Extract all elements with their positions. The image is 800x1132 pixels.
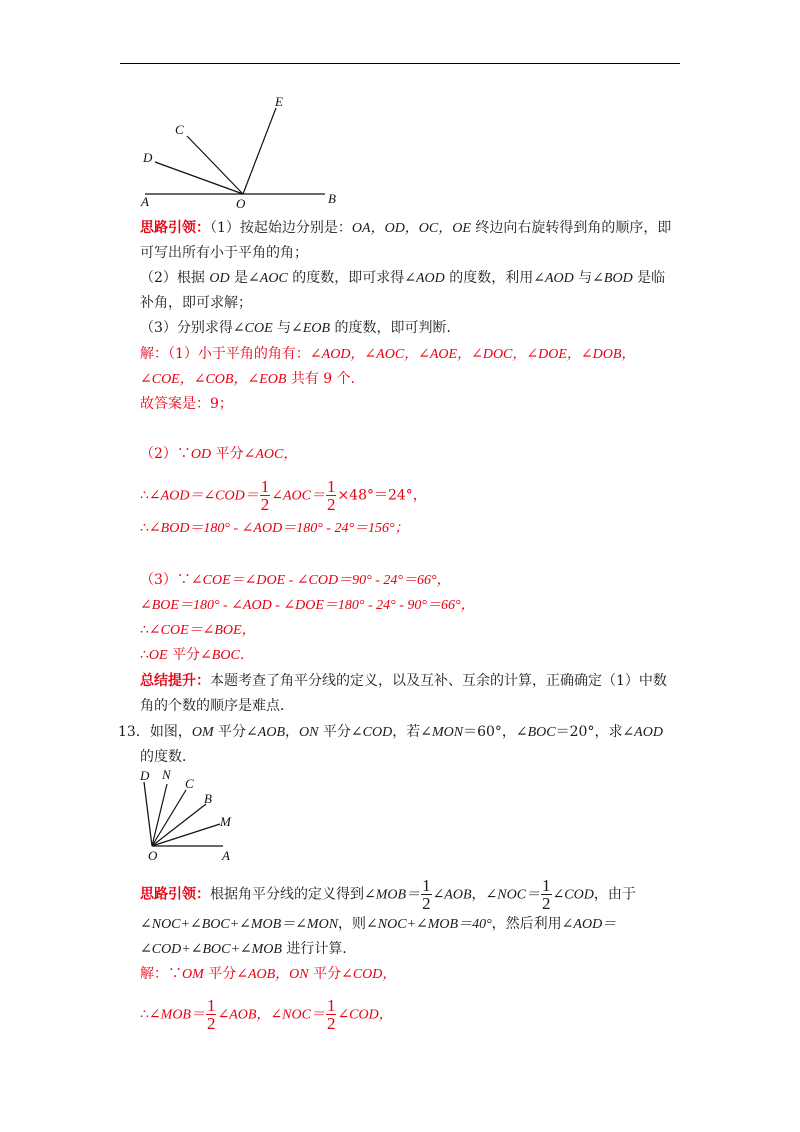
label-d: D xyxy=(143,150,153,165)
ray-oc xyxy=(187,136,243,194)
figure-angles-1 xyxy=(135,90,345,210)
label-o: O xyxy=(148,848,158,863)
solution-line-5: ∴∠AOD＝∠COD＝ $\frac{1}{2}$ ∠AOC＝ $\frac{1}{2}$ ×48°＝24°， xyxy=(140,477,427,514)
summary-line-1: 总结提升：本题考查了角平分线的定义，以及互补、互余的计算，正确确定（1）中数 xyxy=(140,673,667,689)
label-b: B xyxy=(204,791,212,806)
fraction-half: $\frac{1}{2}$ xyxy=(206,996,216,1033)
fraction-half: $\frac{1}{2}$ xyxy=(422,876,431,913)
figure-angles-2 xyxy=(138,768,248,863)
summary-line-2: 角的个数的顺序是难点． xyxy=(140,698,294,714)
label-c: C xyxy=(185,776,194,791)
solution13-line-1: 解：∵OM 平分∠AOB，ON 平分∠COD， xyxy=(140,966,397,982)
solution-line-9: ∴∠COE＝∠BOE， xyxy=(140,622,256,638)
label-o: O xyxy=(236,196,246,210)
solution-line-2: ∠COE，∠COB，∠EOB 共有 9 个． xyxy=(140,371,365,387)
question-13-line-1: 13．如图，OM 平分∠AOB，ON 平分∠COD，若∠MON＝60°，∠BOC＝20°，求∠AOD xyxy=(118,724,663,740)
hint13-line-3: ∠COD+∠BOC+∠MOB 进行计算． xyxy=(140,941,357,957)
hint-line-1: 思路引领：（1）按起始边分别是：OA，OD，OC，OE 终边向右旋转得到角的顺序，即 xyxy=(140,220,672,236)
label-b: B xyxy=(328,191,336,206)
question-13-line-2: 的度数． xyxy=(140,749,196,765)
ray-od xyxy=(144,782,152,846)
fraction-half: $\frac{1}{2}$ xyxy=(260,477,270,514)
hint13-line-2: ∠NOC+∠BOC+∠MOB＝∠MON，则∠NOC+∠MOB＝40°，然后利用∠AOD＝ xyxy=(140,916,617,932)
hint-line-2: 可写出所有小于平角的角； xyxy=(140,245,308,261)
solution-line-1: 解：（1）小于平角的角有：∠AOD，∠AOC，∠AOE，∠DOC，∠DOE，∠DOB， xyxy=(140,346,636,362)
ray-oc xyxy=(152,790,186,846)
fraction-half: $\frac{1}{2}$ xyxy=(542,876,551,913)
solution-line-10: ∴OE 平分∠BOC． xyxy=(140,647,254,663)
ray-om xyxy=(152,824,220,846)
solution-line-4: （2）∵OD 平分∠AOC， xyxy=(140,446,298,462)
fraction-half: $\frac{1}{2}$ xyxy=(326,996,336,1033)
label-d: D xyxy=(140,768,150,783)
hint-line-4: 补角，即可求解； xyxy=(140,295,252,311)
solution-line-3: 故答案是：9； xyxy=(140,396,233,412)
hint-line-3: （2）根据 OD 是∠AOC 的度数，即可求得∠AOD 的度数，利用∠AOD 与∠BOD 是临 xyxy=(140,270,666,286)
solution-line-6: ∴∠BOD＝180° - ∠AOD＝180° - 24°＝156°； xyxy=(140,520,409,536)
fraction-half: $\frac{1}{2}$ xyxy=(326,477,336,514)
header-rule xyxy=(120,63,680,64)
label-e: E xyxy=(275,94,283,109)
solution-line-7: （3）∵∠COE＝∠DOE - ∠COD＝90° - 24°＝66°， xyxy=(140,572,451,588)
label-m: M xyxy=(220,814,231,829)
hint13-line-1: 思路引领：根据角平分线的定义得到∠MOB＝ $\frac{1}{2}$ ∠AOB，∠NOC＝ $\frac{1}{2}$ ∠COD，由于 xyxy=(140,876,636,913)
hint-line-5: （3）分别求得∠COE 与∠EOB 的度数，即可判断． xyxy=(140,320,461,336)
ray-od xyxy=(155,162,243,194)
label-a: A xyxy=(222,848,230,863)
label-c: C xyxy=(175,122,184,137)
label-n: N xyxy=(162,768,171,782)
solution13-line-2: ∴∠MOB＝ $\frac{1}{2}$ ∠AOB，∠NOC＝ $\frac{1}{2}$ ∠COD， xyxy=(140,996,393,1033)
ray-oe xyxy=(243,108,276,194)
solution-line-8: ∠BOE＝180° - ∠AOD - ∠DOE＝180° - 24° - 90°＝66°， xyxy=(140,598,475,613)
label-a: A xyxy=(141,194,149,209)
